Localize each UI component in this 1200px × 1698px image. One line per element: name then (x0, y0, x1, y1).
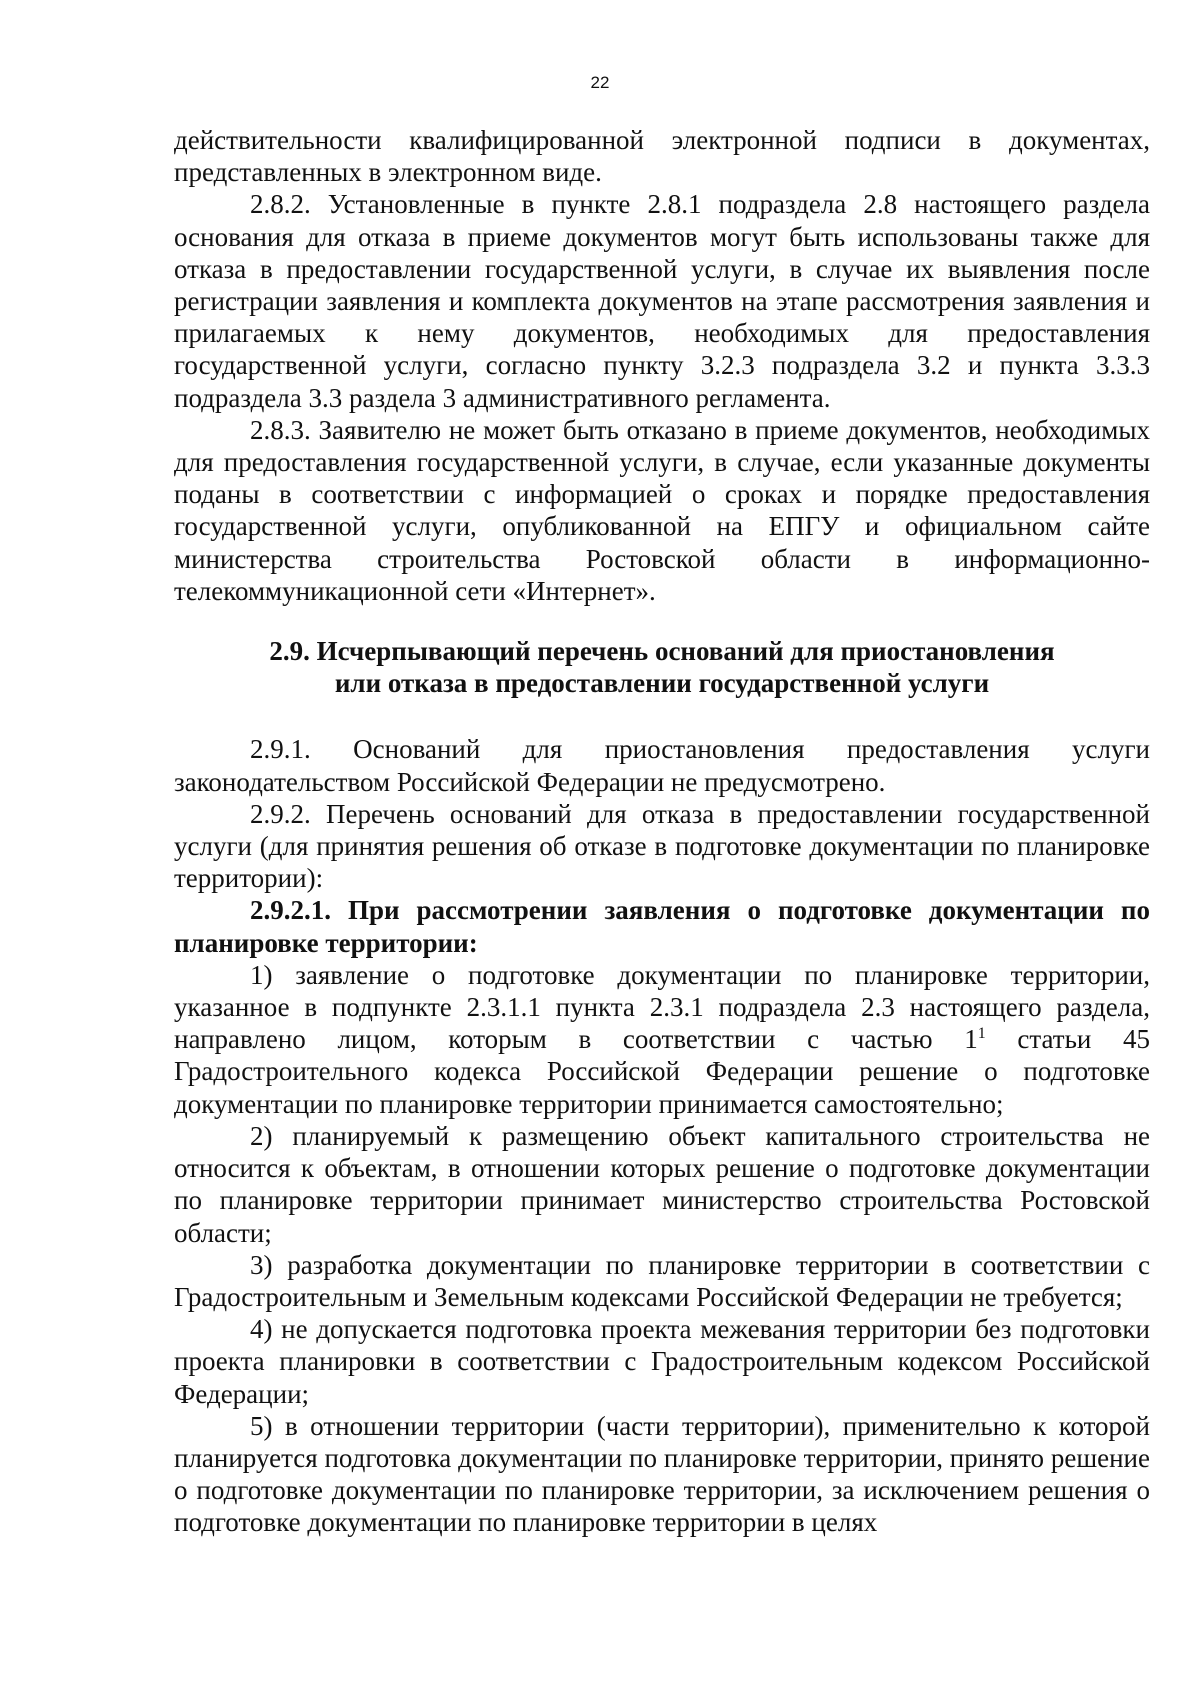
paragraph-2-9-2-1: 2.9.2.1. При рассмотрении заявления о подготовке документации по планировке территории: (174, 895, 1150, 958)
superscript-index: 1 (977, 1025, 986, 1043)
list-item-1-text-a: 1) заявление о подготовке документации по планировке территории, указанное в подпункте 2.3.1.1 пункта 2.3.1 подраздела 2.3 настоящего раздела, направлено лицом, которым в соответствии с частью 1 (174, 959, 1150, 1055)
list-item-1-text-b: статьи 45 Градостроительного кодекса Российской Федерации решение о подготовке документации по планировке территории принимается самостоятельно; (174, 1024, 1150, 1119)
list-item-1 (174, 959, 1150, 1120)
page-number: 22 (590, 73, 610, 92)
list-item-4: 4) не допускается подготовка проекта межевания территории без подготовки проекта планировки в соответствии с Градостроительным кодексом Российской Федерации; (174, 1314, 1150, 1409)
list-item-2: 2) планируемый к размещению объект капитального строительства не относится к объектам, в отношении которых решение о подготовке документации по планировке территории принимает министерство строительства Ростовской области; (174, 1120, 1150, 1248)
section-heading-line-2: или отказа в предоставлении государственной услуги (334, 668, 990, 699)
document-body (174, 124, 1150, 1539)
paragraph-2-8-3: 2.8.3. Заявителю не может быть отказано в приеме документов, необходимых для предоставления государственной услуги, в случае, если указанные документы поданы в соответствии с информацией о сроках и порядке предоставления государственной услуги, опубликованной на ЕПГУ и официальном сайте министерства строительства Ростовской области в информационно-телекоммуникационной сети «Интернет». (174, 414, 1150, 606)
section-heading-2-9 (174, 635, 1150, 699)
paragraph-2-8-2: 2.8.2. Установленные в пункте 2.8.1 подраздела 2.8 настоящего раздела основания для отказа в приеме документов могут быть использованы также для отказа в предоставлении государственной услуги, в случае их выявления после регистрации заявления и комплекта документов на этапе рассмотрения заявления и прилагаемых к нему документов, необходимых для предоставления государственной услуги, согласно пункту 3.2.3 подраздела 3.2 и пункта 3.3.3 подраздела 3.3 раздела 3 административного регламента. (174, 189, 1150, 413)
list-item-5: 5) в отношении территории (части территории), применительно к которой планируется подготовка документации по планировке территории, принято решение о подготовке документации по планировке территории, за исключением решения о подготовке документации по планировке территории в целях (174, 1410, 1150, 1538)
section-heading-line-1: 2.9. Исчерпывающий перечень оснований для приостановления (269, 636, 1055, 667)
list-item-3: 3) разработка документации по планировке территории в соответствии с Градостроительным и Земельным кодексами Российской Федерации не требуется; (174, 1249, 1150, 1312)
paragraph-2-9-1: 2.9.1. Оснований для приостановления предоставления услуги законодательством Российской Федерации не предусмотрено. (174, 734, 1150, 797)
paragraph-2-9-2: 2.9.2. Перечень оснований для отказа в предоставлении государственной услуги (для принятия решения об отказе в подготовке документации по планировке территории): (174, 798, 1150, 894)
paragraph-continuation: действительности квалифицированной электронной подписи в документах, представленных в электронном виде. (174, 125, 1150, 188)
